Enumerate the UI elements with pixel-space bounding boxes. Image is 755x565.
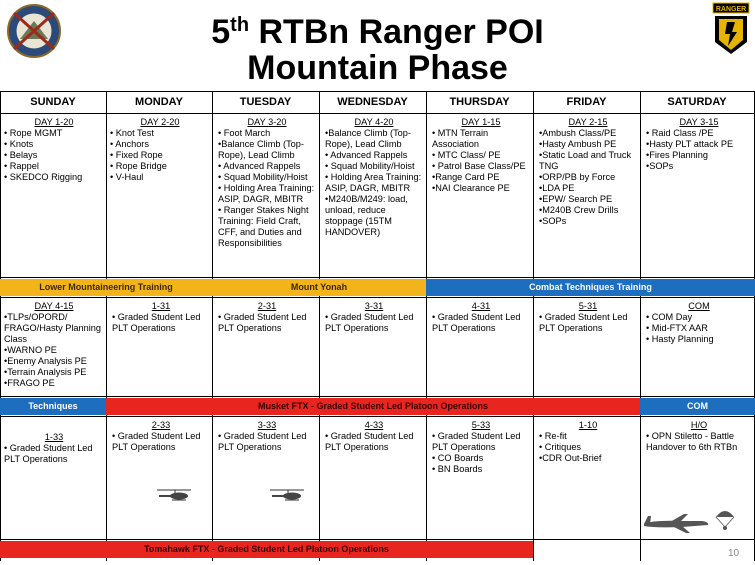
schedule-cell	[432, 420, 530, 475]
cell-item: •ORP/PB by Force	[539, 172, 616, 182]
cell-item: • Belays	[4, 150, 38, 160]
cell-item: • Raid Class /PE	[646, 128, 714, 138]
cell-day-label: DAY 4-20	[354, 117, 394, 127]
cell-item: • Rappel	[4, 161, 39, 171]
cell-day-label: DAY 2-20	[140, 117, 180, 127]
cell-item: •Balance Climb (Top-Rope), Lead Climb	[218, 139, 304, 160]
schedule-cell	[4, 117, 104, 183]
cell-item: • Advanced Rappels	[218, 161, 301, 171]
cell-item: • Anchors	[110, 139, 149, 149]
band-combat-techniques: Combat Techniques Training	[426, 279, 755, 296]
helicopter-icon	[268, 488, 308, 502]
cell-item: • Holding Area Training: ASIP, DAGR, MBITR	[325, 172, 422, 193]
cell-day-label: DAY 3-20	[247, 117, 287, 127]
cell-item: •Fires Planning	[646, 150, 708, 160]
schedule-cell	[432, 301, 530, 334]
cell-day-label: DAY 4-15	[34, 301, 74, 311]
cell-item: • Mid-FTX AAR	[646, 323, 708, 333]
cell-item: • Holding Area Training: ASIP, DAGR, MBITR	[218, 183, 315, 204]
cell-day-label: DAY 2-15	[568, 117, 608, 127]
schedule-cell	[112, 420, 210, 453]
cell-item: •WARNO PE	[4, 345, 57, 355]
cell-item: • CO Boards	[432, 453, 484, 463]
cell-item: •Range Card PE	[432, 172, 500, 182]
cell-item: •NAI Clearance PE	[432, 183, 510, 193]
cell-item: • Graded Student Led PLT Operations	[325, 431, 414, 452]
cell-item: •M240B/M249: load, unload, reduce stoppage (15TM HANDOVER)	[325, 194, 408, 237]
cell-item: • Graded Student Led PLT Operations	[218, 431, 307, 452]
cell-day-label: 1-33	[44, 432, 64, 442]
slide-title: 5th RTBn Ranger POI	[211, 13, 544, 51]
cell-item: •Static Load and Truck TNG	[539, 150, 632, 171]
cell-item: •Ambush Class/PE	[539, 128, 617, 138]
grid-line	[533, 91, 534, 561]
cell-day-label: H/O	[690, 420, 708, 430]
helicopter-icon	[155, 488, 195, 502]
schedule-cell	[218, 301, 316, 334]
cell-item: •CDR Out-Brief	[539, 453, 602, 463]
grid-line	[0, 416, 755, 417]
cell-item: •Hasty PLT attack PE	[646, 139, 734, 149]
cell-day-label: 1-31	[151, 301, 171, 311]
cell-item: • Graded Student Led PLT Operations	[539, 312, 628, 333]
cell-item: •Hasty Ambush PE	[539, 139, 617, 149]
cell-item: • Graded Student Led PLT Operations	[325, 312, 414, 333]
schedule-cell	[539, 117, 637, 227]
cell-day-label: 2-33	[151, 420, 171, 430]
day-header-wednesday: WEDNESDAY	[337, 96, 408, 108]
schedule-cell	[646, 117, 752, 172]
cell-item: • Graded Student Led PLT Operations	[112, 431, 201, 452]
ranger-tab-insignia	[712, 2, 750, 56]
cell-item: • Graded Student Led PLT Operations	[432, 431, 521, 452]
schedule-cell	[110, 117, 210, 183]
band-tomahawk-ftx: Tomahawk FTX - Graded Student Led Platoon Operations	[0, 541, 533, 558]
grid-line	[0, 277, 755, 278]
cell-day-label: COM	[688, 301, 710, 311]
cell-item: •Terrain Analysis PE	[4, 367, 87, 377]
cell-item: • MTN Terrain Association	[432, 128, 489, 149]
band-musket-ftx: Musket FTX - Graded Student Led Platoon Operations	[106, 398, 640, 415]
cell-item: • Fixed Rope	[110, 150, 163, 160]
grid-line	[319, 91, 320, 561]
cell-item: • Squad Mobility/Hoist	[218, 172, 308, 182]
schedule-cell	[539, 301, 637, 334]
cell-item: •EPW/ Search PE	[539, 194, 613, 204]
cell-day-label: DAY 3-15	[679, 117, 719, 127]
cell-item: • Graded Student Led PLT Operations	[4, 443, 93, 464]
cell-item: • Knots	[4, 139, 34, 149]
schedule-cell	[325, 117, 423, 238]
grid-line	[426, 91, 427, 561]
cell-day-label: DAY 1-15	[461, 117, 501, 127]
day-header-tuesday: TUESDAY	[239, 96, 292, 108]
cell-item: • Re-fit	[539, 431, 567, 441]
cell-item: • Squad Mobility/Hoist	[325, 161, 415, 171]
cell-item: • Graded Student Led PLT Operations	[112, 312, 201, 333]
cell-item: • V-Haul	[110, 172, 144, 182]
cell-day-label: 3-31	[364, 301, 384, 311]
grid-line	[106, 91, 107, 561]
schedule-cell	[325, 301, 423, 334]
day-header-saturday: SATURDAY	[667, 96, 727, 108]
schedule-cell	[539, 420, 637, 464]
cell-day-label: 5-33	[471, 420, 491, 430]
cell-item: •TLPs/OPORD/ FRAGO/Hasty Planning Class	[4, 312, 102, 344]
cell-item: • Knot Test	[110, 128, 154, 138]
schedule-cell	[646, 420, 752, 453]
cell-day-label: 4-31	[471, 301, 491, 311]
grid-line	[0, 113, 755, 114]
cell-item: • Graded Student Led PLT Operations	[218, 312, 307, 333]
cell-item: • OPN Stiletto - Battle Handover to 6th RTBn	[646, 431, 738, 452]
cell-item: • Advanced Rappels	[325, 150, 408, 160]
grid-line	[0, 91, 1, 561]
cargo-plane-icon	[642, 512, 712, 534]
schedule-cell	[218, 420, 316, 453]
slide-subtitle: Mountain Phase	[247, 49, 508, 87]
cell-item: •SOPs	[646, 161, 674, 171]
schedule-cell	[432, 117, 530, 194]
cell-item: •FRAGO PE	[4, 378, 55, 388]
band-mount-yonah: Mount Yonah	[212, 279, 426, 296]
schedule-cell	[112, 301, 210, 334]
parachute-icon	[714, 508, 736, 532]
band-techniques: Techniques	[0, 398, 106, 415]
cell-item: •LDA PE	[539, 183, 575, 193]
cell-item: • Graded Student Led PLT Operations	[432, 312, 521, 333]
grid-line	[640, 91, 641, 561]
cell-item: •M240B Crew Drills	[539, 205, 619, 215]
cell-item: •Balance Climb (Top-Rope), Lead Climb	[325, 128, 411, 149]
band-lower-mountaineering: Lower Mountaineering Training	[0, 279, 212, 296]
cell-item: • MTC Class/ PE	[432, 150, 501, 160]
cell-item: • Foot March	[218, 128, 271, 138]
cell-day-label: DAY 1-20	[34, 117, 74, 127]
grid-line	[0, 297, 755, 298]
schedule-cell	[646, 301, 752, 345]
day-header-monday: MONDAY	[135, 96, 183, 108]
cell-item: •Enemy Analysis PE	[4, 356, 87, 366]
cell-item: • Rope Bridge	[110, 161, 167, 171]
grid-line	[0, 539, 755, 540]
schedule-cell	[218, 117, 316, 249]
cell-item: • Hasty Planning	[646, 334, 714, 344]
cell-day-label: 5-31	[578, 301, 598, 311]
schedule-cell	[4, 301, 104, 389]
cell-day-label: 2-31	[257, 301, 277, 311]
day-header-friday: FRIDAY	[566, 96, 607, 108]
day-header-thursday: THURSDAY	[449, 96, 510, 108]
grid-line	[212, 91, 213, 561]
school-seal-logo	[6, 3, 62, 59]
cell-day-label: 1-10	[578, 420, 598, 430]
cell-item: • Rope MGMT	[4, 128, 63, 138]
cell-day-label: 3-33	[257, 420, 277, 430]
cell-item: • BN Boards	[432, 464, 483, 474]
cell-item: • Patrol Base Class/PE	[432, 161, 526, 171]
schedule-cell	[325, 420, 423, 453]
cell-item: • Ranger Stakes Night Training: Field Craft, CFF, and Duties and Responsibilities	[218, 205, 309, 248]
svg-text:RANGER: RANGER	[715, 6, 747, 13]
page-number: 10	[728, 548, 740, 559]
band-com: COM	[640, 398, 755, 415]
cell-item: • COM Day	[646, 312, 693, 322]
schedule-cell	[4, 432, 104, 465]
cell-item: • Critiques	[539, 442, 582, 452]
day-header-sunday: SUNDAY	[30, 96, 76, 108]
grid-line	[0, 396, 755, 397]
cell-day-label: 4-33	[364, 420, 384, 430]
cell-item: • SKEDCO Rigging	[4, 172, 83, 182]
cell-item: •SOPs	[539, 216, 567, 226]
